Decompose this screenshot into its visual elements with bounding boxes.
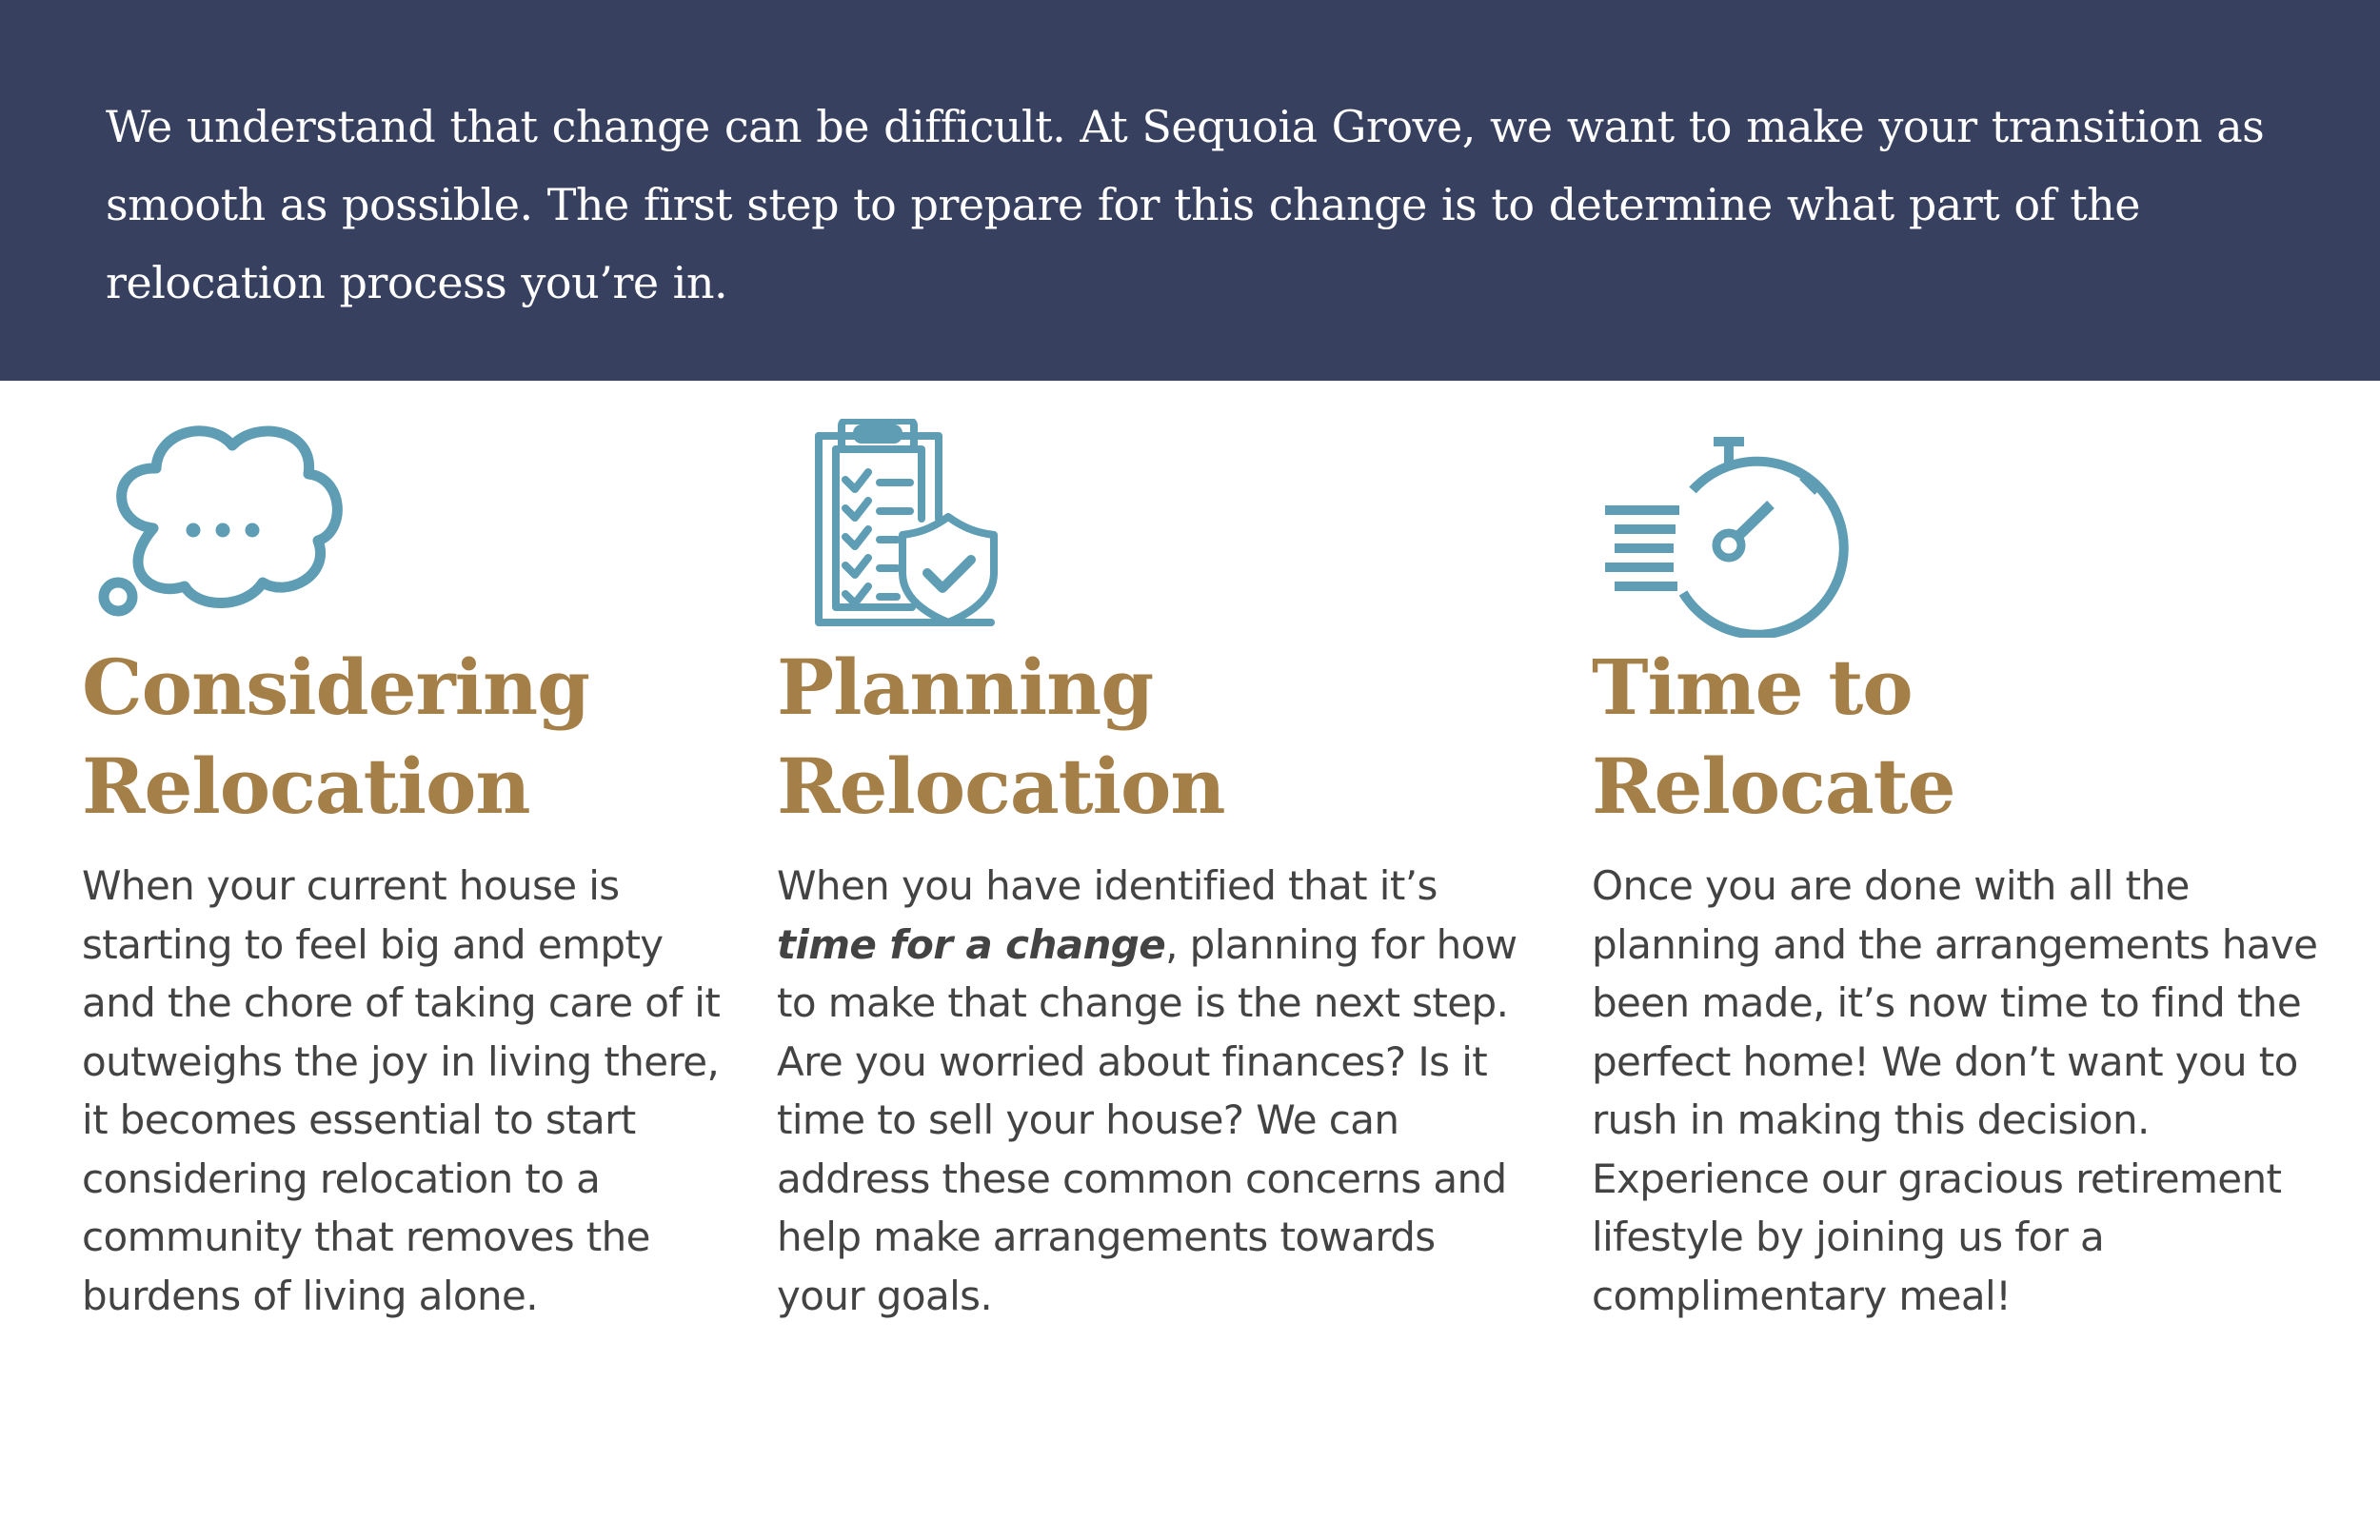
clipboard-checklist-shield-icon xyxy=(777,419,1062,638)
planning-relocation-heading xyxy=(777,638,1529,836)
heading-line-2: Relocate xyxy=(1592,741,1955,831)
time-to-relocate-column xyxy=(1592,419,2334,1325)
intro-text: We understand that change can be difficult. At Sequoia Grove, we want to make your transition as smooth as possible. The first step to prepare for this change is to determine what part of the relocation process you’re in. xyxy=(106,101,2265,308)
stopwatch-icon xyxy=(1592,419,1877,638)
planning-relocation-body xyxy=(777,857,1529,1325)
time-to-relocate-body: Once you are done with all the planning and the arrangements have been made, it’s now time to find the perfect home! We don’t want you to rush in making this decision. Experience our gracious retirement lifestyle by joining us for a complimentary meal! xyxy=(1592,862,2318,1319)
heading-line-1: Considering xyxy=(82,642,590,732)
heading-line-1: Time to xyxy=(1592,642,1913,732)
intro-banner xyxy=(0,0,2380,381)
considering-relocation-body: When your current house is starting to feel big and empty and the chore of taking care of it outweighs the joy in living there, it becomes essential to start considering relocation to a community that removes the burdens of living alone. xyxy=(82,862,721,1319)
heading-line-2: Relocation xyxy=(777,741,1225,831)
considering-relocation-column xyxy=(82,419,729,1325)
planning-relocation-column xyxy=(777,419,1529,1325)
thought-bubble-icon xyxy=(82,419,367,638)
time-to-relocate-heading xyxy=(1592,638,2334,836)
heading-line-2: Relocation xyxy=(82,741,530,831)
considering-relocation-heading xyxy=(82,638,729,836)
body-text-end: , planning for how to make that change is the next step. Are you worried about finances? Is it time to sell your house? We can address these common concerns and help make arrangements towards your goals. xyxy=(777,920,1517,1319)
heading-line-1: Planning xyxy=(777,642,1154,732)
body-text-start: When you have identified that it’s xyxy=(777,862,1438,909)
time-for-a-change-emphasis: time for a change xyxy=(777,920,1166,968)
